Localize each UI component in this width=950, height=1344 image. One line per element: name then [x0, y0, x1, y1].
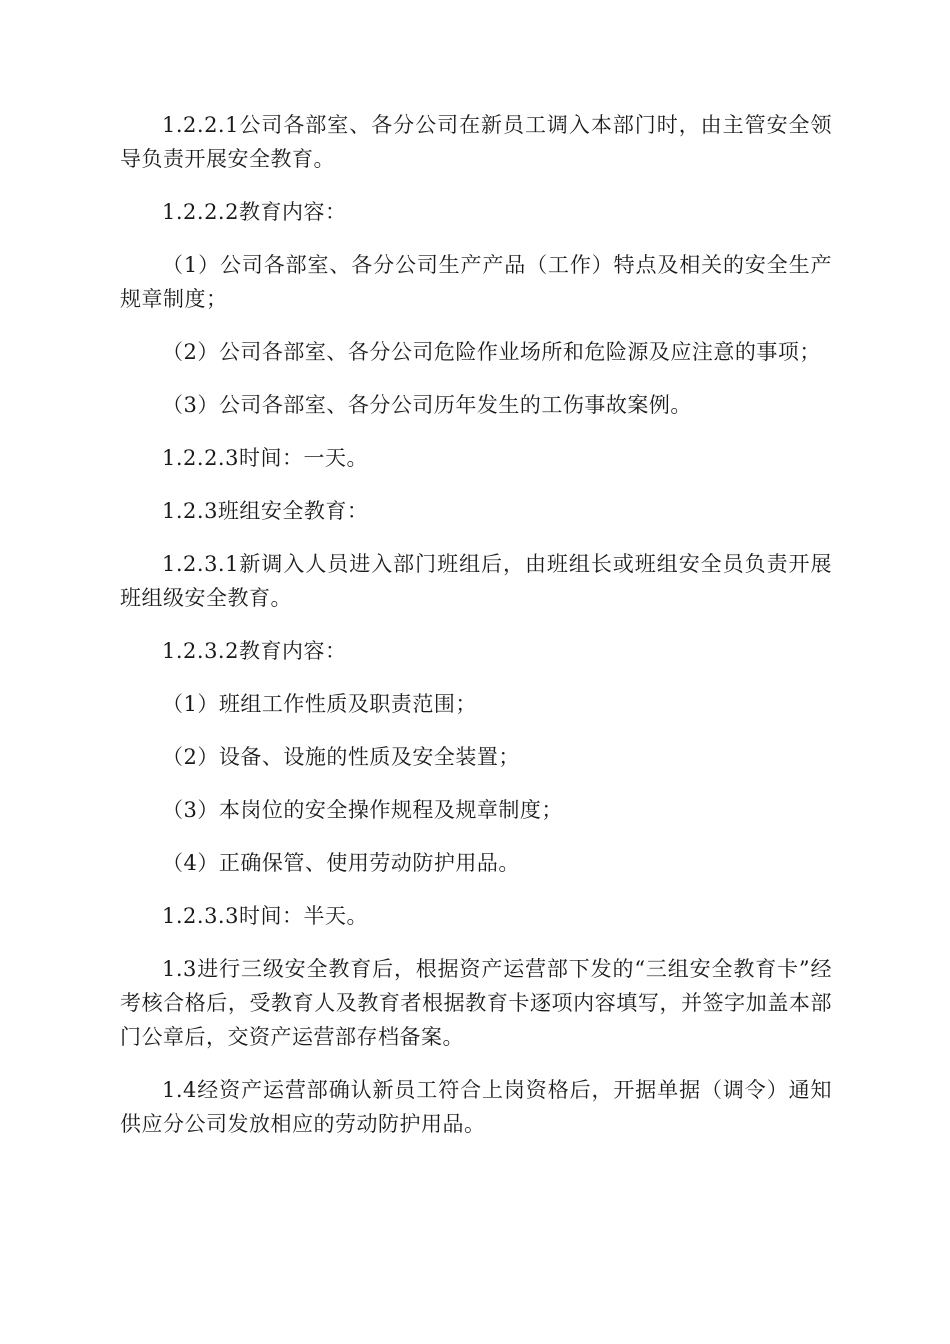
paragraph-1-2-2-2: 1.2.2.2教育内容： — [162, 200, 347, 224]
paragraph-1-3: 1.3进行三级安全教育后，根据资产运营部下发的“三组安全教育卡”经考核合格后，受教育人及教育者根据教育卡逐项内容填写，并签字加盖本部门公章后，交资产运营部存档备案。 — [120, 957, 832, 1049]
list-item: （2）公司各部室、各分公司危险作业场所和危险源及应注意的事项； — [162, 340, 821, 364]
paragraph-1-2-3-3: 1.2.3.3时间：半天。 — [162, 904, 368, 928]
list-item: （2）设备、设施的性质及安全装置； — [162, 745, 520, 769]
paragraph-1-2-2-1: 1.2.2.1公司各部室、各分公司在新员工调入本部门时，由主管安全领导负责开展安全教育。 — [120, 113, 832, 171]
document-page — [120, 108, 832, 1160]
list-item: （3）本岗位的安全操作规程及规章制度； — [162, 798, 563, 822]
paragraph-1-4: 1.4经资产运营部确认新员工符合上岗资格后，开据单据（调令）通知供应分公司发放相应的劳动防护用品。 — [120, 1078, 832, 1136]
section-heading-1-2-3: 1.2.3班组安全教育： — [162, 499, 369, 523]
paragraph-1-2-3-1: 1.2.3.1新调入人员进入部门班组后，由班组长或班组安全员负责开展班组级安全教育。 — [120, 552, 832, 610]
list-item: （3）公司各部室、各分公司历年发生的工伤事故案例。 — [162, 393, 692, 417]
list-item: （1）班组工作性质及职责范围； — [162, 692, 477, 716]
paragraph-1-2-3-2: 1.2.3.2教育内容： — [162, 639, 347, 663]
paragraph-1-2-2-3: 1.2.2.3时间：一天。 — [162, 446, 368, 470]
list-item: （1）公司各部室、各分公司生产产品（工作）特点及相关的安全生产规章制度； — [120, 253, 832, 311]
list-item: （4）正确保管、使用劳动防护用品。 — [162, 851, 520, 875]
